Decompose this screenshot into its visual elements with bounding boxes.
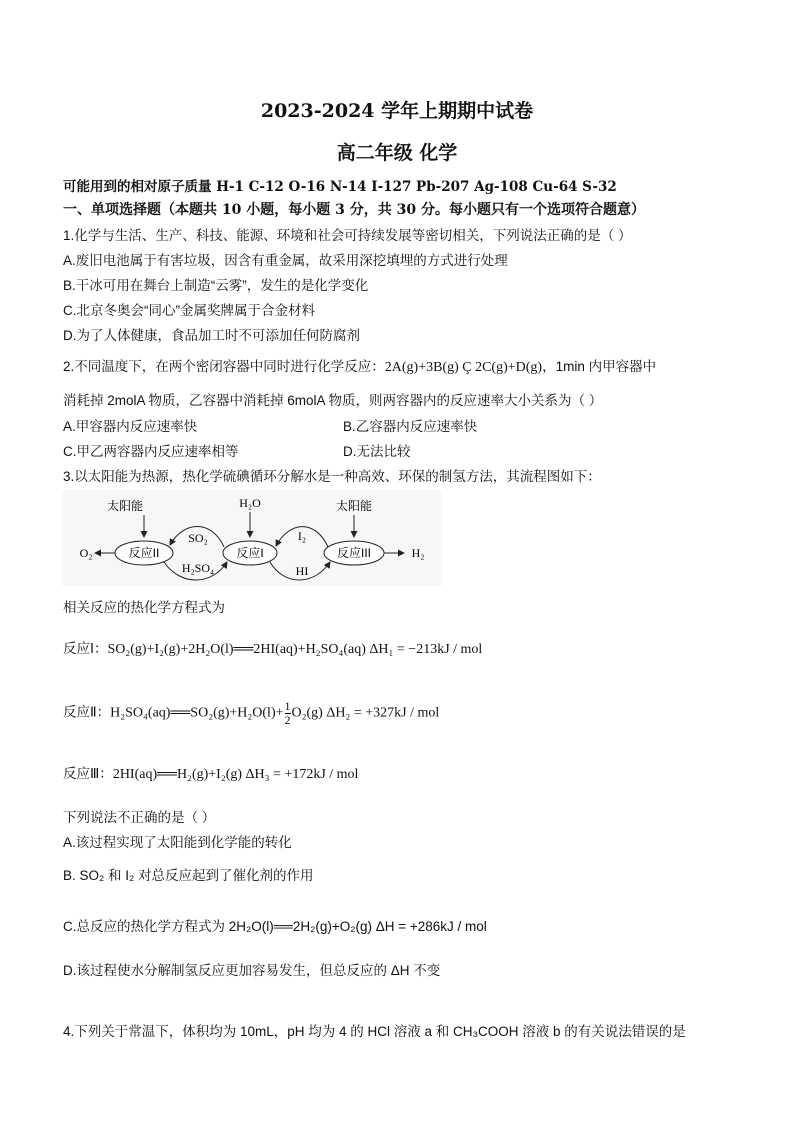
q3-related: 相关反应的热化学方程式为 <box>63 600 225 615</box>
eq1-label: 反应Ⅰ： <box>63 641 108 656</box>
exam-title: 2023-2024 学年上期期中试卷 <box>260 100 534 122</box>
q3-option-b: B. SO₂ 和 I₂ 对总反应起到了催化剂的作用 <box>63 868 314 883</box>
i2-label: I₂ <box>297 529 307 543</box>
eq1-text: SO₂(g)+I₂(g)+2H₂O(l)══2HI(aq)+H₂SO₄(aq) ΔH₁ = −213kJ / mol <box>107 642 483 657</box>
o2-label: O₂ <box>79 546 93 560</box>
eq2-text-b: O₂(g) ΔH₂ = +327kJ / mol <box>291 705 440 721</box>
q3-option-c: C.总反应的热化学方程式为 2H₂O(l)══2H₂(g)+O₂(g) ΔH = +286kJ / mol <box>63 919 487 934</box>
q3-ask: 下列说法不正确的是（ ） <box>63 810 216 825</box>
q2-option-b: B.乙容器内反应速率快 <box>343 419 478 434</box>
solar-label-right: 太阳能 <box>335 499 373 513</box>
q3-equation-1 <box>63 637 482 658</box>
q3-option-a: A.该过程实现了太阳能到化学能的转化 <box>63 835 292 850</box>
h2so4-label: H₂SO₄ <box>181 561 215 575</box>
q3-equation-3 <box>63 762 358 783</box>
q2-equation: 2A(g)+3B(g) Ç 2C(g)+D(g) <box>384 360 543 375</box>
q3-option-d: D.该过程使水分解制氢反应更加容易发生，但总反应的 ΔH 不变 <box>63 963 441 978</box>
q3-stem: 3.以太阳能为热源，热化学硫碘循环分解水是一种高效、环保的制氢方法，其流程图如下： <box>63 469 601 484</box>
q2-stem-line2: 消耗掉 2molA 物质，乙容器中消耗掉 6molA 物质，则两容器内的反应速率大小关系为（ ） <box>63 393 603 408</box>
eq3-label: 反应Ⅲ： <box>63 766 113 781</box>
atomic-masses: 可能用到的相对原子质量 H-1 C-12 O-16 N-14 I-127 Pb-207 Ag-108 Cu-64 S-32 <box>63 179 617 195</box>
q2-stem <box>63 355 656 376</box>
eq3-text: 2HI(aq)══H₂(g)+I₂(g) ΔH₃ = +172kJ / mol <box>112 767 359 782</box>
q2-stem-part1: 2.不同温度下，在两个密闭容器中同时进行化学反应： <box>63 359 385 374</box>
q1-stem: 1.化学与生活、生产、科技、能源、环境和社会可持续发展等密切相关，下列说法正确的是（ ） <box>63 228 632 243</box>
reaction-i-label: 反应I <box>236 546 264 560</box>
eq2-fraction <box>285 700 291 727</box>
hi-label: HI <box>295 564 309 578</box>
reaction-ii-label: 反应II <box>128 546 160 560</box>
h2-label: H₂ <box>411 546 425 560</box>
q1-option-b: B.干冰可用在舞台上制造“云雾”，发生的是化学变化 <box>63 278 369 293</box>
q1-option-c: C.北京冬奥会“同心”金属奖牌属于合金材料 <box>63 303 315 318</box>
q1-option-d: D.为了人体健康，食品加工时不可添加任何防腐剂 <box>63 328 360 343</box>
q3-flow-diagram <box>62 490 442 586</box>
eq2-numerator: 1 <box>284 699 291 713</box>
solar-label-left: 太阳能 <box>106 499 144 513</box>
q4-stem: 4.下列关于常温下，体积均为 10mL，pH 均为 4 的 HCl 溶液 a 和 CH₃COOH 溶液 b 的有关说法错误的是 <box>63 1024 686 1039</box>
so2-label: SO₂ <box>188 531 208 545</box>
section-heading: 一、单项选择题（本题共 10 小题，每小题 3 分，共 30 分。每小题只有一个选项符合题意） <box>63 202 645 218</box>
q2-option-a: A.甲容器内反应速率快 <box>63 419 198 434</box>
water-label: H₂O <box>239 496 261 510</box>
eq2-denominator: 2 <box>284 713 291 727</box>
q2-option-d: D.无法比较 <box>343 444 411 459</box>
eq2-label: 反应Ⅱ： <box>63 704 111 720</box>
reaction-iii-label: 反应III <box>336 546 372 560</box>
q3-equation-2 <box>63 700 439 727</box>
eq2-text-a: H₂SO₄(aq)══SO₂(g)+H₂O(l)+ <box>110 705 284 721</box>
q2-option-c: C.甲乙两容器内反应速率相等 <box>63 444 239 459</box>
q1-option-a: A.废旧电池属于有害垃圾，因含有重金属，故采用深挖填埋的方式进行处理 <box>63 253 508 268</box>
q2-stem-part2: ，1min 内甲容器中 <box>542 359 657 374</box>
exam-subtitle: 高二年级 化学 <box>336 142 458 164</box>
